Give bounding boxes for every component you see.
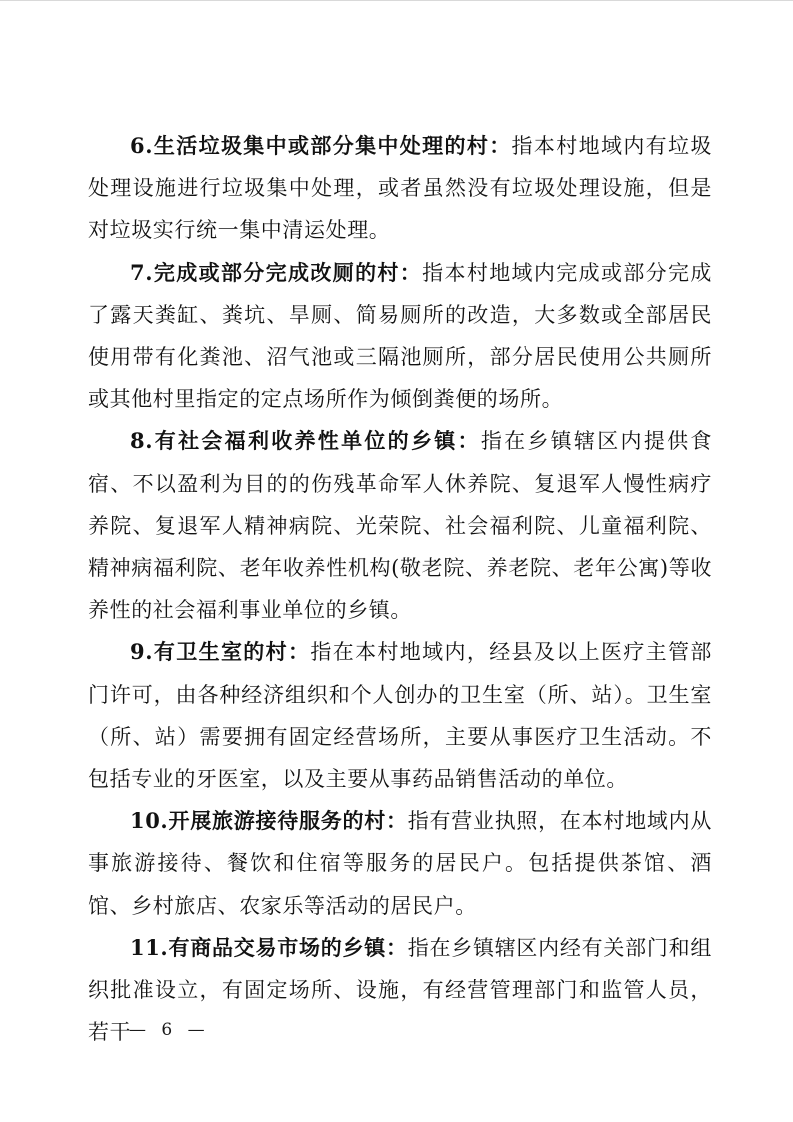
paragraph-heading: 11.有商品交易市场的乡镇： bbox=[130, 934, 408, 960]
paragraph-heading: 8.有社会福利收养性单位的乡镇： bbox=[130, 428, 481, 454]
paragraph-body: 指本村地域内完成或部分完成了露天粪缸、粪坑、旱厕、简易厕所的改造，大多数或全部居民使用带有化粪池、沼气池或三隔池厕所，部分居民使用公共厕所或其他村里指定的定点场所作为倾倒粪便的场所。 bbox=[88, 260, 712, 412]
scan-edge-artifact bbox=[0, 0, 793, 1]
paragraph-heading: 10.开展旅游接待服务的村： bbox=[130, 808, 408, 834]
paragraph-body: 指在乡镇辖区内提供食宿、不以盈利为目的的伤残革命军人休养院、复退军人慢性病疗养院、复退军人精神病院、光荣院、社会福利院、儿童福利院、精神病福利院、老年收养性机构(敬老院、养老院、老年公寓)等收养性的社会福利事业单位的乡镇。 bbox=[88, 429, 713, 623]
paragraph-item-9 bbox=[88, 631, 712, 800]
paragraph-body: 指本村地域内有垃圾处理设施进行垃圾集中处理，或者虽然没有垃圾处理设施，但是对垃圾实行统一集中清运处理。 bbox=[88, 134, 712, 243]
paragraph-item-8 bbox=[88, 420, 712, 631]
paragraph-heading: 7.完成或部分完成改厕的村： bbox=[130, 259, 423, 285]
paragraph-body: 指有营业执照，在本村地域内从事旅游接待、餐饮和住宿等服务的居民户。包括提供茶馆、酒馆、乡村旅店、农家乐等活动的居民户。 bbox=[88, 809, 713, 918]
paragraph-body: 指在乡镇辖区内经有关部门和组织批准设立，有固定场所、设施，有经营管理部门和监管人员，若干 bbox=[88, 935, 713, 1045]
page-footer bbox=[129, 1020, 210, 1040]
paragraph-item-10 bbox=[88, 800, 712, 927]
page-number: — 6 — bbox=[129, 1020, 210, 1040]
paragraph-body: 指在本村地域内，经县及以上医疗主管部门许可，由各种经济组织和个人创办的卫生室（所、站）。卫生室（所、站）需要拥有固定经营场所，主要从事医疗卫生活动。不包括专业的牙医室，以及主要从事药品销售活动的单位。 bbox=[88, 640, 712, 792]
paragraph-item-6 bbox=[88, 125, 712, 252]
paragraph-heading: 9.有卫生室的村： bbox=[130, 639, 311, 665]
document-content bbox=[88, 125, 712, 1053]
paragraph-heading: 6.生活垃圾集中或部分集中处理的村： bbox=[130, 133, 512, 158]
paragraph-item-7 bbox=[88, 252, 712, 421]
